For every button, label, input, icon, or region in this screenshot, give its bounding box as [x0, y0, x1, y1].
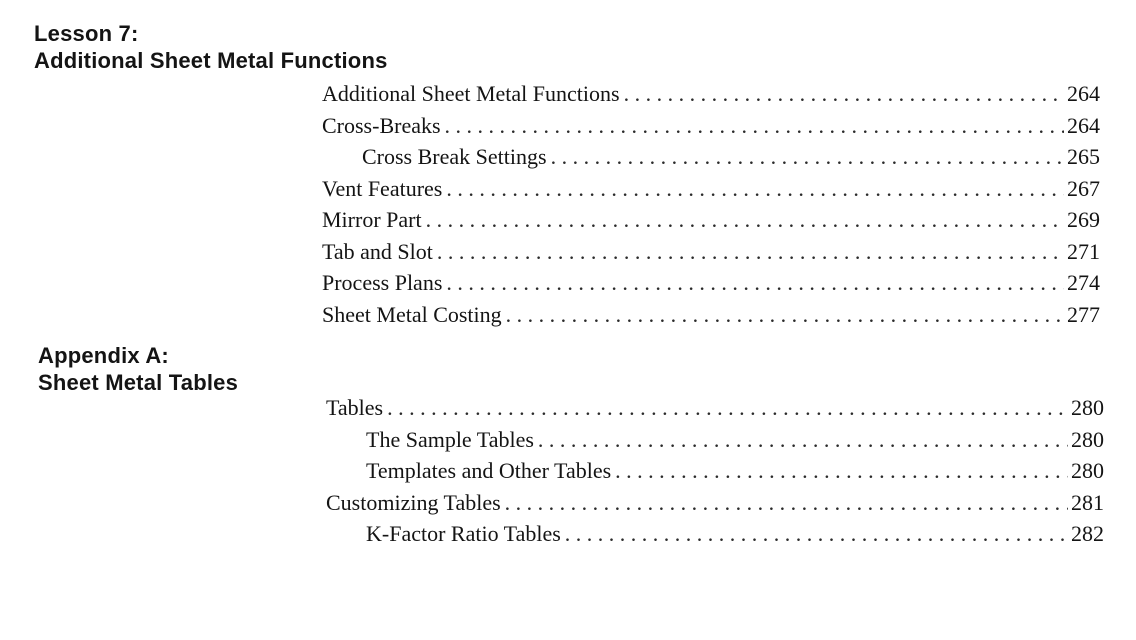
toc-subentry[interactable] — [322, 141, 1100, 173]
toc-dot-leader — [551, 141, 1064, 173]
toc-dot-leader — [615, 455, 1068, 487]
toc-entry-title: The Sample Tables — [366, 426, 534, 452]
appendix-heading — [38, 342, 238, 396]
toc-entry[interactable] — [322, 267, 1100, 299]
toc-page-number: 280 — [1071, 395, 1104, 420]
toc-dot-leader — [565, 518, 1068, 550]
toc-dot-leader — [446, 173, 1064, 205]
toc-dot-leader — [387, 392, 1068, 424]
toc-dot-leader — [506, 299, 1064, 331]
toc-entry-title: Process Plans — [322, 270, 443, 295]
toc-page-number: 280 — [1071, 426, 1104, 452]
toc-page-number: 274 — [1067, 270, 1100, 295]
toc-dot-leader — [446, 267, 1064, 299]
toc-entry-title: Additional Sheet Metal Functions — [322, 81, 620, 106]
toc-entry[interactable] — [326, 487, 1104, 519]
toc-entry-title: Cross-Breaks — [322, 112, 441, 138]
toc-entry-title: Mirror Part — [322, 207, 422, 232]
toc-subentry[interactable] — [326, 455, 1104, 487]
toc-page-number: 277 — [1067, 301, 1100, 327]
toc-dot-leader — [624, 78, 1064, 110]
appendix-heading-label: Appendix A: — [38, 343, 169, 368]
lesson-toc-list — [322, 78, 1100, 330]
appendix-toc-list — [326, 392, 1104, 550]
lesson-heading-title: Additional Sheet Metal Functions — [34, 48, 388, 73]
toc-entry[interactable] — [322, 204, 1100, 236]
toc-subentry[interactable] — [326, 518, 1104, 550]
toc-entry[interactable] — [322, 110, 1100, 142]
lesson-heading-number: Lesson 7: — [34, 21, 139, 46]
toc-page-number: 281 — [1071, 489, 1104, 515]
toc-entry-title: Cross Break Settings — [362, 144, 547, 169]
toc-dot-leader — [445, 110, 1064, 142]
toc-dot-leader — [426, 204, 1064, 236]
toc-page-number: 271 — [1067, 238, 1100, 264]
toc-page-number: 269 — [1067, 207, 1100, 232]
toc-page-number: 280 — [1071, 458, 1104, 483]
toc-page-number: 264 — [1067, 81, 1100, 106]
toc-entry-title: K-Factor Ratio Tables — [366, 521, 561, 546]
toc-dot-leader — [505, 487, 1068, 519]
toc-entry-title: Customizing Tables — [326, 489, 501, 515]
toc-dot-leader — [538, 424, 1068, 456]
toc-entry[interactable] — [322, 299, 1100, 331]
toc-entry-title: Sheet Metal Costing — [322, 301, 502, 327]
appendix-heading-title: Sheet Metal Tables — [38, 370, 239, 395]
toc-entry-title: Templates and Other Tables — [366, 458, 612, 483]
toc-entry[interactable] — [322, 78, 1100, 110]
toc-page-number: 282 — [1071, 521, 1104, 546]
toc-entry[interactable] — [326, 392, 1104, 424]
toc-page-number: 267 — [1067, 175, 1100, 201]
lesson-heading — [34, 20, 388, 74]
toc-entry-title: Vent Features — [322, 175, 443, 201]
toc-dot-leader — [437, 236, 1064, 268]
toc-entry-title: Tab and Slot — [322, 238, 433, 264]
toc-page-number: 265 — [1067, 144, 1100, 169]
toc-entry[interactable] — [322, 173, 1100, 205]
toc-entry-title: Tables — [326, 395, 384, 420]
toc-page-number: 264 — [1067, 112, 1100, 138]
toc-subentry[interactable] — [326, 424, 1104, 456]
toc-entry[interactable] — [322, 236, 1100, 268]
